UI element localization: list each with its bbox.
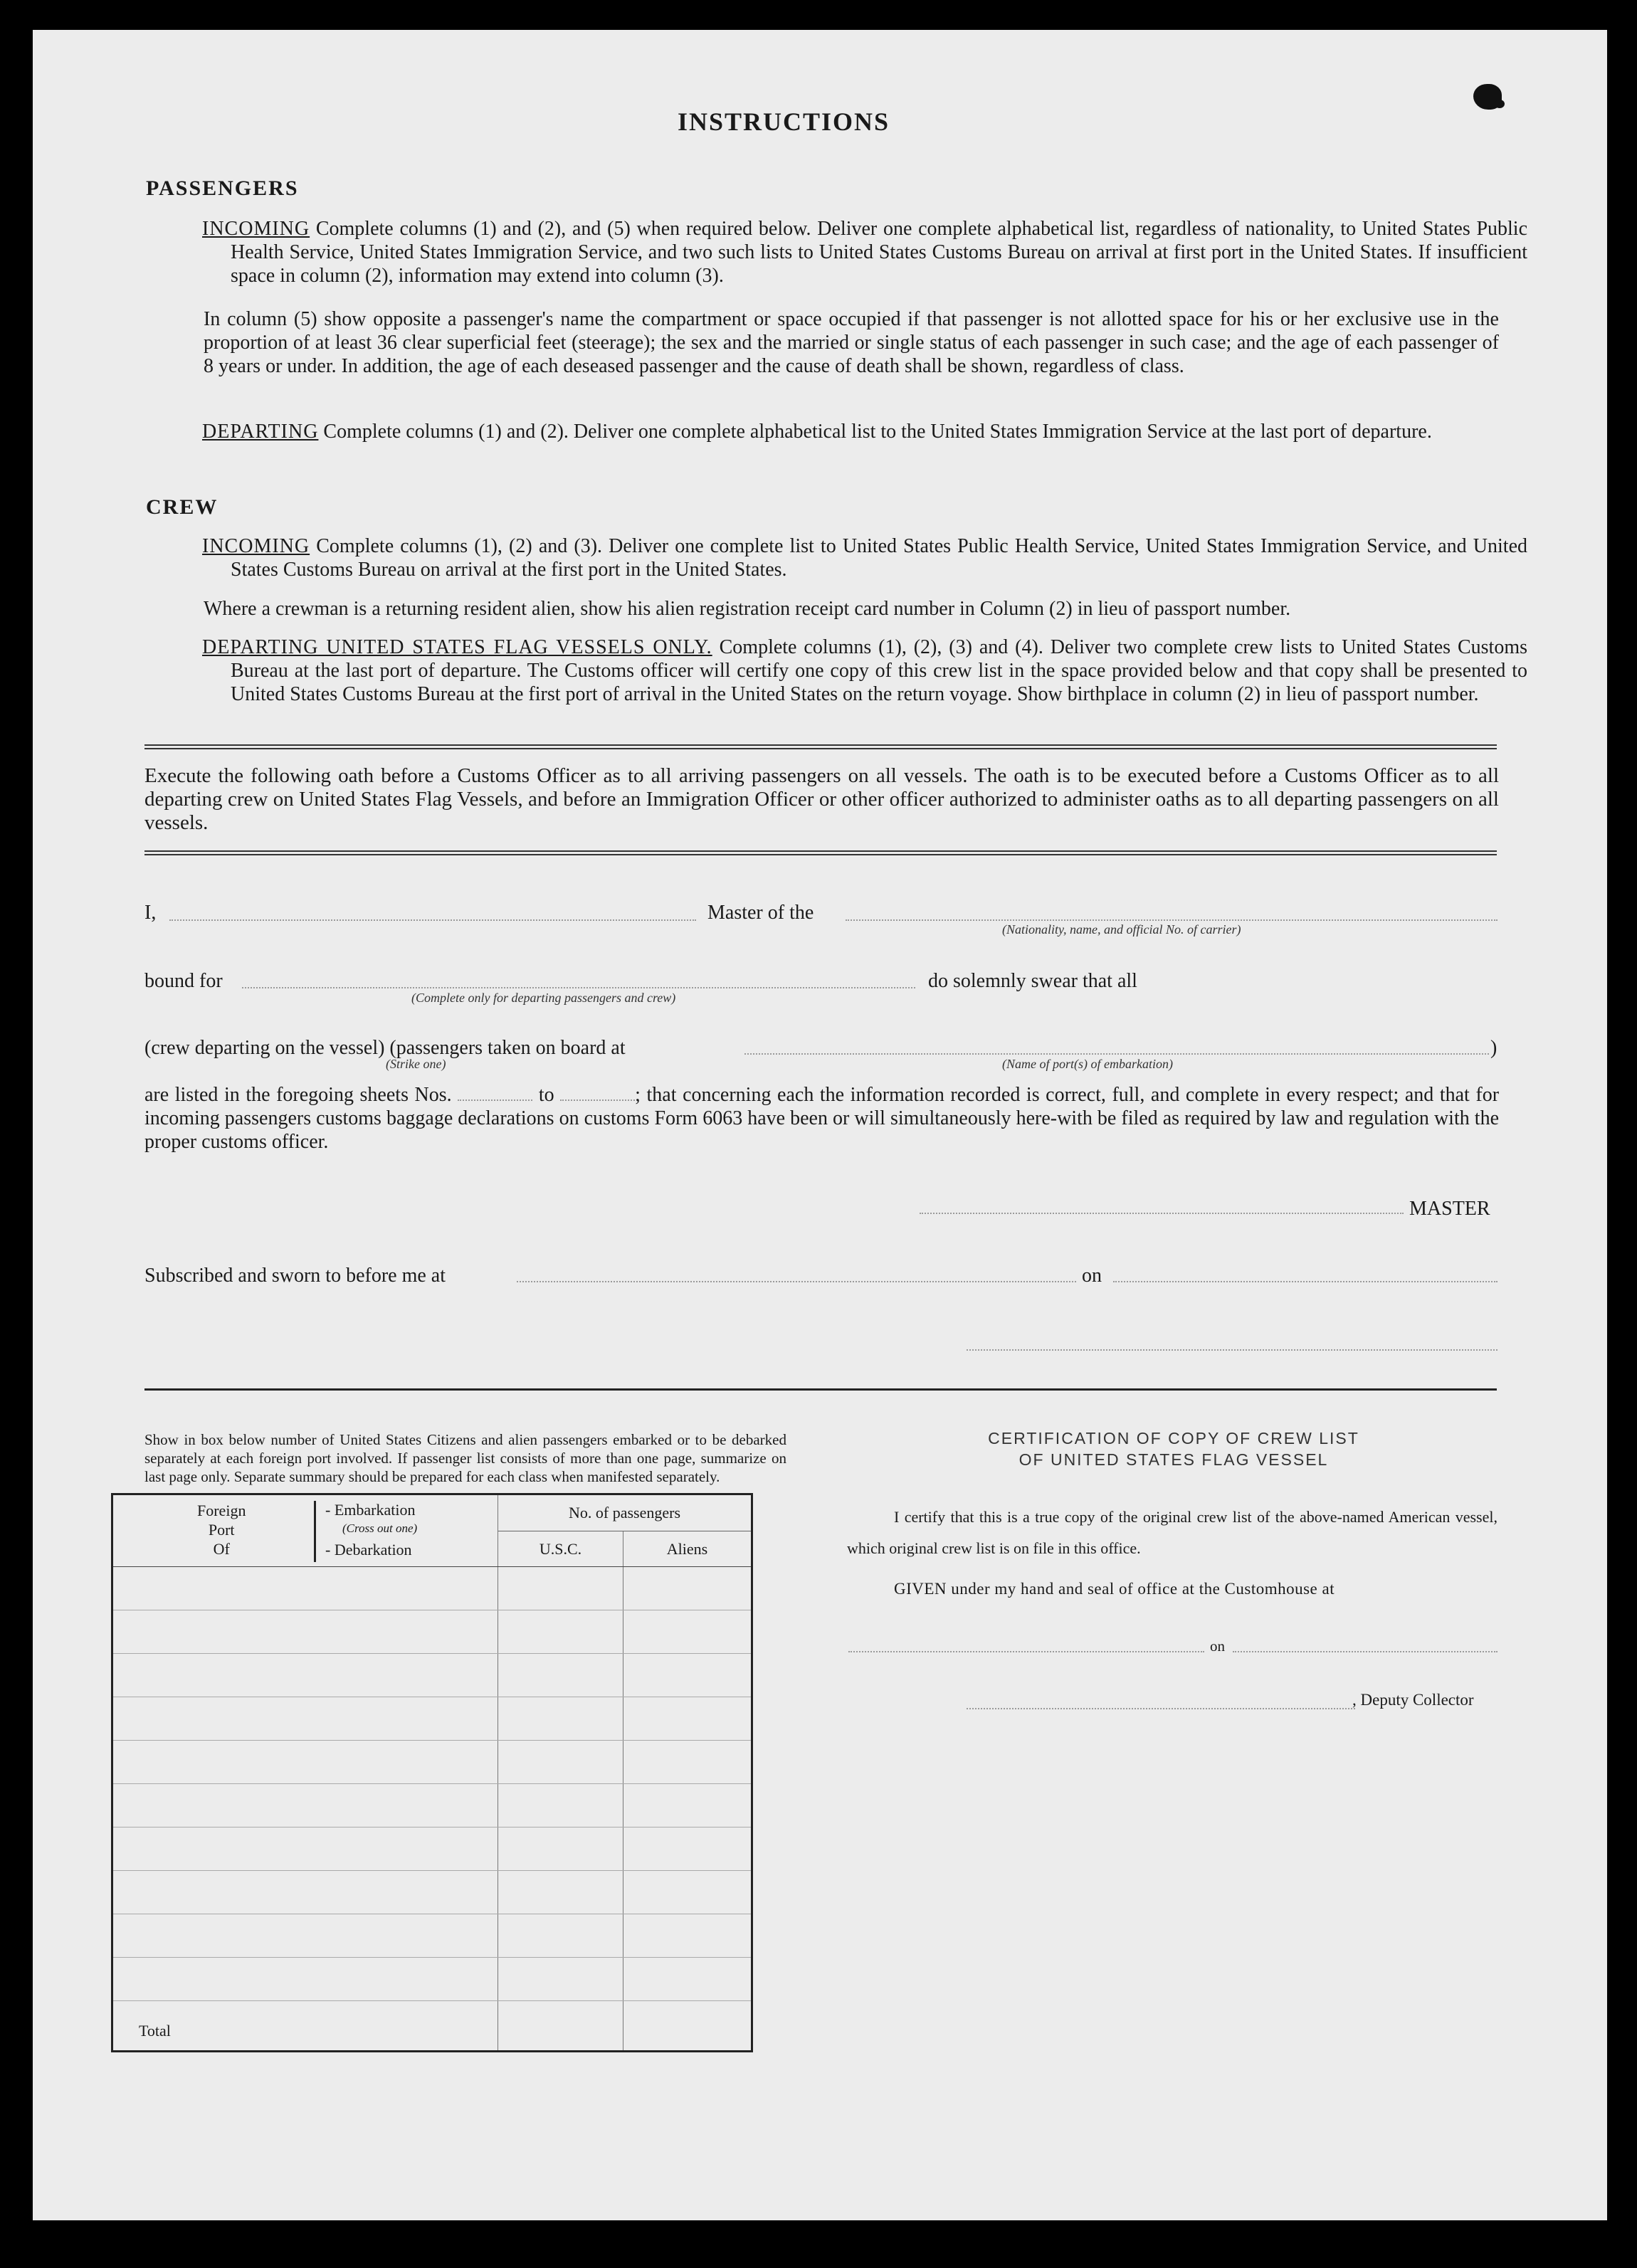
port-cell[interactable] (112, 1741, 498, 1784)
aliens-cell[interactable] (623, 1741, 752, 1784)
oath-i-label: I, (144, 902, 157, 924)
passengers-departing-text: Complete columns (1) and (2). Deliver one complete alphabetical list to the United States Immigration Service at the last port of departure. (323, 421, 1432, 443)
aliens-cell[interactable] (623, 1567, 752, 1610)
embarkation-ports-line[interactable] (744, 1053, 1489, 1055)
bound-for-label: bound for (144, 970, 223, 992)
carrier-caption: (Nationality, name, and official No. of carrier) (1002, 922, 1241, 937)
section-divider (144, 1388, 1497, 1391)
master-of-the-label: Master of the (707, 902, 814, 924)
officer-signature-line[interactable] (967, 1349, 1497, 1351)
usc-header: U.S.C. (498, 1531, 623, 1567)
column5-paragraph: In column (5) show opposite a passenger's name the compartment or space occupied if that passenger is not allotted space for his or her exclusive use in the proportion of at least 36 clear superficial feet (steerage); the sex and the married or single status of each passenger in such case; and the age of each passenger of 8 years or under. In addition, the age of each deseased passenger and the cause of death shall be shown, regardless of class. (204, 308, 1499, 377)
given-text: GIVEN under my hand and seal of office at the Customhouse at (894, 1580, 1335, 1598)
page-title: INSTRUCTIONS (678, 107, 890, 136)
foreign-label: Foreign (197, 1502, 246, 1519)
sheet-from-field[interactable] (458, 1099, 532, 1101)
port-cell[interactable] (112, 1827, 498, 1871)
close-paren: ) (1490, 1037, 1497, 1059)
passengers-incoming-paragraph (202, 217, 1527, 288)
oath-listed-paragraph (144, 1083, 1499, 1154)
port-cell[interactable] (112, 1871, 498, 1914)
subscribed-label: Subscribed and sworn to before me at (144, 1265, 446, 1287)
aliens-cell[interactable] (623, 1697, 752, 1741)
of-label: Of (213, 1540, 230, 1558)
usc-cell[interactable] (498, 1958, 623, 2001)
cert-on-label: on (1210, 1637, 1225, 1655)
port-cell[interactable] (112, 1697, 498, 1741)
strike-caption: (Strike one) (386, 1057, 446, 1071)
listed-to: to (538, 1084, 554, 1106)
port-label: Port (208, 1521, 235, 1539)
passengers-incoming-label: INCOMING (202, 218, 310, 240)
usc-cell[interactable] (498, 1784, 623, 1827)
port-header-cell (112, 1494, 498, 1567)
aliens-cell[interactable] (623, 1827, 752, 1871)
usc-cell[interactable] (498, 1610, 623, 1654)
debarkation-label[interactable]: - Debarkation (325, 1541, 412, 1558)
usc-cell[interactable] (498, 1654, 623, 1697)
sworn-on-label: on (1082, 1265, 1102, 1287)
crew-passengers-text: (crew departing on the vessel) (passengers taken on board at (144, 1037, 626, 1059)
certify-text: I certify that this is a true copy of the original crew list of the above-named American vessel, which original crew list is on file in this office. (847, 1508, 1497, 1557)
cert-date-line[interactable] (1233, 1651, 1497, 1652)
certification-title-line2: OF UNITED STATES FLAG VESSEL (1018, 1450, 1329, 1469)
cross-out-note: (Cross out one) (342, 1521, 418, 1535)
summary-note: Show in box below number of United States Citizens and alien passengers embarked or to be debarked separately at each foreign port involved. If passenger list consists of more than one page, summarize on last page only. Separate summary should be prepared for each class when manifested separately. (144, 1431, 786, 1485)
aliens-cell[interactable] (623, 1654, 752, 1697)
passenger-summary-table (111, 1493, 753, 2052)
total-label: Total (139, 2022, 171, 2040)
listed-text-b: ; that concerning each the information recorded is correct, full, and complete in every respect; and that for incoming passengers customs baggage declarations on customs Form 6063 have been or will simultaneously here-with be filed as required by law and regulation with the proper customs officer. (144, 1084, 1500, 1153)
master-name-line[interactable] (169, 919, 696, 921)
foreign-port-header (197, 1501, 246, 1558)
usc-cell[interactable] (498, 1827, 623, 1871)
sworn-date-line[interactable] (1113, 1281, 1497, 1282)
aliens-cell[interactable] (623, 1784, 752, 1827)
master-signature-line[interactable] (920, 1213, 1404, 1214)
oath-intro: Execute the following oath before a Customs Officer as to all arriving passengers on all vessels. The oath is to be executed before a Customs Officer as to all departing crew on United States Flag Vessels, and before an Immigration Officer or other officer authorized to administer oaths as to all departing passengers on all vessels. (144, 764, 1499, 834)
sheet-to-field[interactable] (560, 1099, 635, 1101)
destination-line[interactable] (242, 987, 915, 988)
port-cell[interactable] (112, 1610, 498, 1654)
passengers-heading: PASSENGERS (146, 176, 299, 200)
crew-resident-paragraph: Where a crewman is a returning resident alien, show his alien registration receipt card number in Column (2) in lieu of passport number. (204, 598, 1291, 620)
customhouse-line[interactable] (848, 1651, 1204, 1652)
crew-incoming-text: Complete columns (1), (2) and (3). Deliver one complete list to United States Public Health Service, United States Immigration Service, and United States Customs Bureau on arrival at the first port in the United States. (231, 535, 1528, 581)
crew-departing-text: Complete columns (1), (2), (3) and (4). Deliver two complete crew lists to United States Customs Bureau at the last port of departure. The Customs officer will certify one copy of this crew list in the space provided below and that copy shall be presented to United States Customs Bureau at the first port of arrival in the United States on the return voyage. Show birthplace in column (2) in lieu of passport number. (231, 636, 1528, 705)
header-bracket (314, 1501, 316, 1562)
deputy-signature-line[interactable] (967, 1708, 1355, 1709)
port-cell[interactable] (112, 1958, 498, 2001)
sworn-place-line[interactable] (517, 1281, 1076, 1282)
port-cell[interactable] (112, 1914, 498, 1958)
usc-cell[interactable] (498, 1914, 623, 1958)
double-rule (144, 850, 1497, 855)
crew-incoming-paragraph (202, 534, 1527, 581)
crew-incoming-label: INCOMING (202, 535, 310, 557)
aliens-cell[interactable] (623, 1610, 752, 1654)
carrier-line[interactable] (846, 919, 1497, 921)
aliens-cell[interactable] (623, 1871, 752, 1914)
crew-heading: CREW (146, 495, 219, 519)
port-cell[interactable] (112, 1567, 498, 1610)
deputy-collector-label: , Deputy Collector (1352, 1691, 1474, 1709)
port-cell[interactable] (112, 1784, 498, 1827)
ink-blot-small (1495, 100, 1505, 108)
aliens-cell[interactable] (623, 1914, 752, 1958)
usc-cell[interactable] (498, 1697, 623, 1741)
passengers-incoming-text: Complete columns (1) and (2), and (5) when required below. Deliver one complete alphabetical list, regardless of nationality, to United States Public Health Service, United States Immigration Service, and two such lists to United States Customs Bureau on arrival at first port in the United States. If insufficient space in column (2), information may extend into column (3). (231, 218, 1528, 287)
port-cell[interactable] (112, 1654, 498, 1697)
passengers-departing-paragraph (202, 420, 1527, 443)
aliens-header: Aliens (623, 1531, 752, 1567)
certification-title (847, 1428, 1500, 1470)
no-passengers-header: No. of passengers (498, 1494, 752, 1531)
certification-title-line1: CERTIFICATION OF COPY OF CREW LIST (988, 1429, 1359, 1447)
master-signature-label: MASTER (1409, 1198, 1490, 1220)
usc-cell[interactable] (498, 1741, 623, 1784)
passengers-departing-label: DEPARTING (202, 421, 319, 443)
total-aliens-cell[interactable] (623, 2001, 752, 2052)
crew-departing-label: DEPARTING UNITED STATES FLAG VESSELS ONLY. (202, 636, 712, 658)
ports-caption: (Name of port(s) of embarkation) (1002, 1057, 1173, 1071)
total-label-cell (112, 2001, 498, 2052)
aliens-cell[interactable] (623, 1958, 752, 2001)
swear-text: do solemnly swear that all (928, 970, 1137, 992)
total-usc-cell[interactable] (498, 2001, 623, 2052)
bound-caption: (Complete only for departing passengers and crew) (411, 991, 676, 1005)
double-rule (144, 744, 1497, 749)
listed-text-a: are listed in the foregoing sheets Nos. (144, 1084, 452, 1106)
crew-departing-paragraph (202, 635, 1527, 706)
embarkation-label[interactable]: - Embarkation (325, 1501, 416, 1519)
usc-cell[interactable] (498, 1567, 623, 1610)
usc-cell[interactable] (498, 1871, 623, 1914)
